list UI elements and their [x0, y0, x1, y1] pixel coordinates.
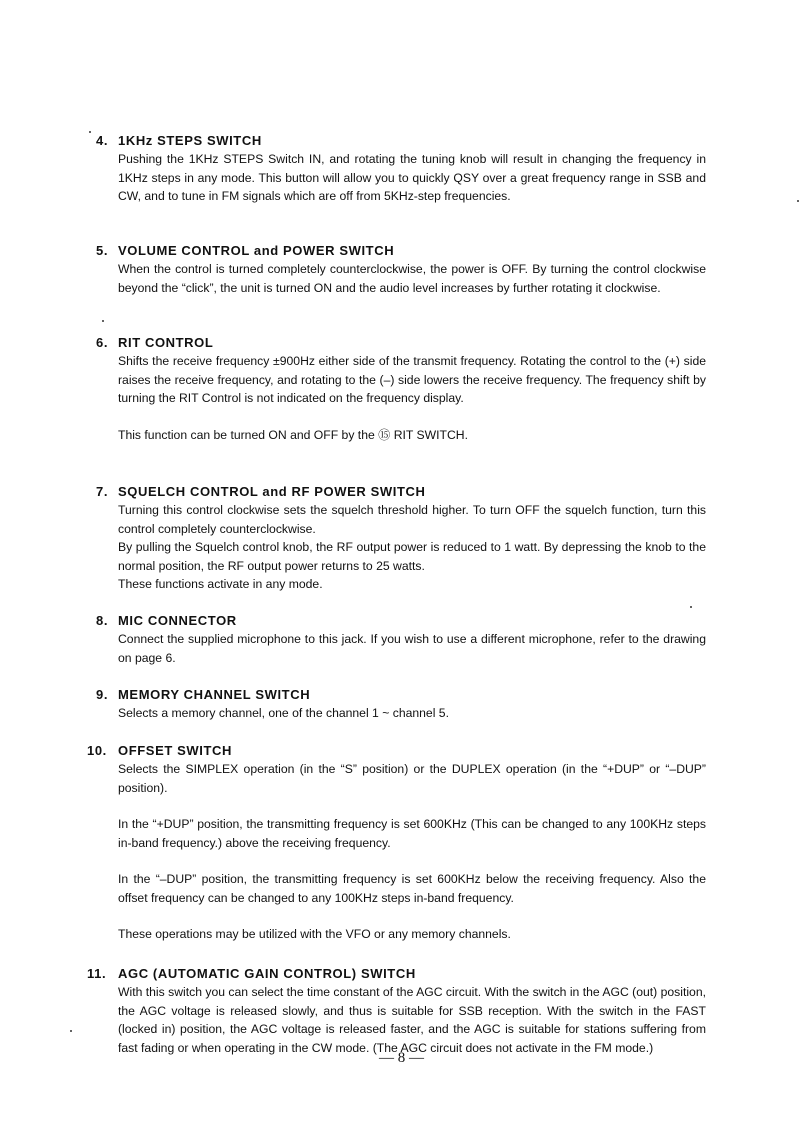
- section-number: 9.: [96, 687, 109, 702]
- section-paragraph: In the “–DUP” position, the transmitting frequency is set 600KHz below the receiving frequency. Also the offset frequency can be changed to any 100KHz steps in-band frequency.: [118, 872, 706, 905]
- section-title: AGC (AUTOMATIC GAIN CONTROL) SWITCH: [118, 966, 416, 981]
- section-squelch-control: [96, 483, 706, 594]
- section-heading: [96, 242, 706, 260]
- section-paragraph: Turning this control clockwise sets the squelch threshold higher. To turn OFF the squelch function, turn this control completely counterclockwise.: [118, 503, 706, 536]
- section-heading: [87, 965, 706, 983]
- section-number: 8.: [96, 613, 109, 628]
- section-number: 10.: [87, 743, 107, 758]
- section-paragraph: Shifts the receive frequency ±900Hz either side of the transmit frequency. Rotating the control to the (+) side raises the receive frequency, and rotating to the (–) side lowers the receive frequency. The frequency shift by turning the RIT Control is not indicated on the frequency display.: [118, 354, 706, 405]
- section-heading: [87, 742, 706, 760]
- section-paragraph: These operations may be utilized with the VFO or any memory channels.: [118, 927, 511, 941]
- section-number: 5.: [96, 243, 109, 258]
- section-mic-connector: [96, 612, 706, 667]
- page-number: — 8 —: [379, 1050, 424, 1066]
- section-paragraph: With this switch you can select the time constant of the AGC circuit. With the switch in the AGC (out) position, the AGC voltage is released slowly, and thus is suitable for SSB reception. With the switch in the FAST (locked in) position, the AGC voltage is released faster, and the AGC is suitable for stations suffering from fast fading or when operating in the CW mode. (The AGC circuit does not activate in the FM mode.): [118, 985, 706, 1055]
- section-paragraph: Connect the supplied microphone to this jack. If you wish to use a different microphone, refer to the drawing on page 6.: [118, 632, 706, 665]
- section-heading: [96, 334, 706, 352]
- section-title: SQUELCH CONTROL and RF POWER SWITCH: [118, 484, 426, 499]
- section-number: 6.: [96, 335, 109, 350]
- section-paragraph: When the control is turned completely counterclockwise, the power is OFF. By turning the control clockwise beyond the “click”, the unit is turned ON and the audio level increases by further rotating it clockwise.: [118, 262, 706, 295]
- section-heading: [96, 612, 706, 630]
- section-heading: [96, 686, 706, 704]
- section-paragraph: Selects a memory channel, one of the channel 1 ~ channel 5.: [118, 706, 449, 720]
- section-title: 1KHz STEPS SWITCH: [118, 133, 262, 148]
- section-title: RIT CONTROL: [118, 335, 214, 350]
- section-1khz-steps-switch: [96, 132, 706, 206]
- section-offset-switch: [87, 742, 706, 944]
- section-title: OFFSET SWITCH: [118, 743, 232, 758]
- section-paragraph: In the “+DUP” position, the transmitting frequency is set 600KHz (This can be changed to any 100KHz steps in-band frequency.) above the receiving frequency.: [118, 817, 706, 850]
- section-paragraph: Selects the SIMPLEX operation (in the “S” position) or the DUPLEX operation (in the “+DUP” or “–DUP” position).: [118, 762, 706, 795]
- section-paragraph: By pulling the Squelch control knob, the RF output power is reduced to 1 watt. By depressing the knob to the normal position, the RF output power returns to 25 watts.: [118, 540, 706, 573]
- section-paragraph: These functions activate in any mode.: [118, 577, 323, 591]
- section-title: VOLUME CONTROL and POWER SWITCH: [118, 243, 395, 258]
- scan-speck: [102, 320, 104, 322]
- section-paragraph: This function can be turned ON and OFF by the ⑮ RIT SWITCH.: [118, 427, 468, 442]
- section-heading: [96, 132, 706, 150]
- section-title: MEMORY CHANNEL SWITCH: [118, 687, 311, 702]
- scan-speck: [797, 200, 799, 202]
- section-number: 11.: [87, 966, 107, 981]
- section-number: 7.: [96, 484, 109, 499]
- section-heading: [96, 483, 706, 501]
- scan-speck: [70, 1030, 72, 1032]
- section-title: MIC CONNECTOR: [118, 613, 237, 628]
- section-rit-control: [96, 334, 706, 444]
- section-agc-switch: [87, 965, 706, 1057]
- section-number: 4.: [96, 133, 109, 148]
- section-memory-channel-switch: [96, 686, 706, 723]
- scan-speck: [690, 606, 692, 608]
- section-volume-control: [96, 242, 706, 297]
- scan-speck: [89, 131, 91, 133]
- section-paragraph: Pushing the 1KHz STEPS Switch IN, and rotating the tuning knob will result in changing the frequency in 1KHz steps in any mode. This button will allow you to quickly QSY over a great frequency range in SSB and CW, and to tune in FM signals which are off from 5KHz-step frequencies.: [118, 152, 706, 203]
